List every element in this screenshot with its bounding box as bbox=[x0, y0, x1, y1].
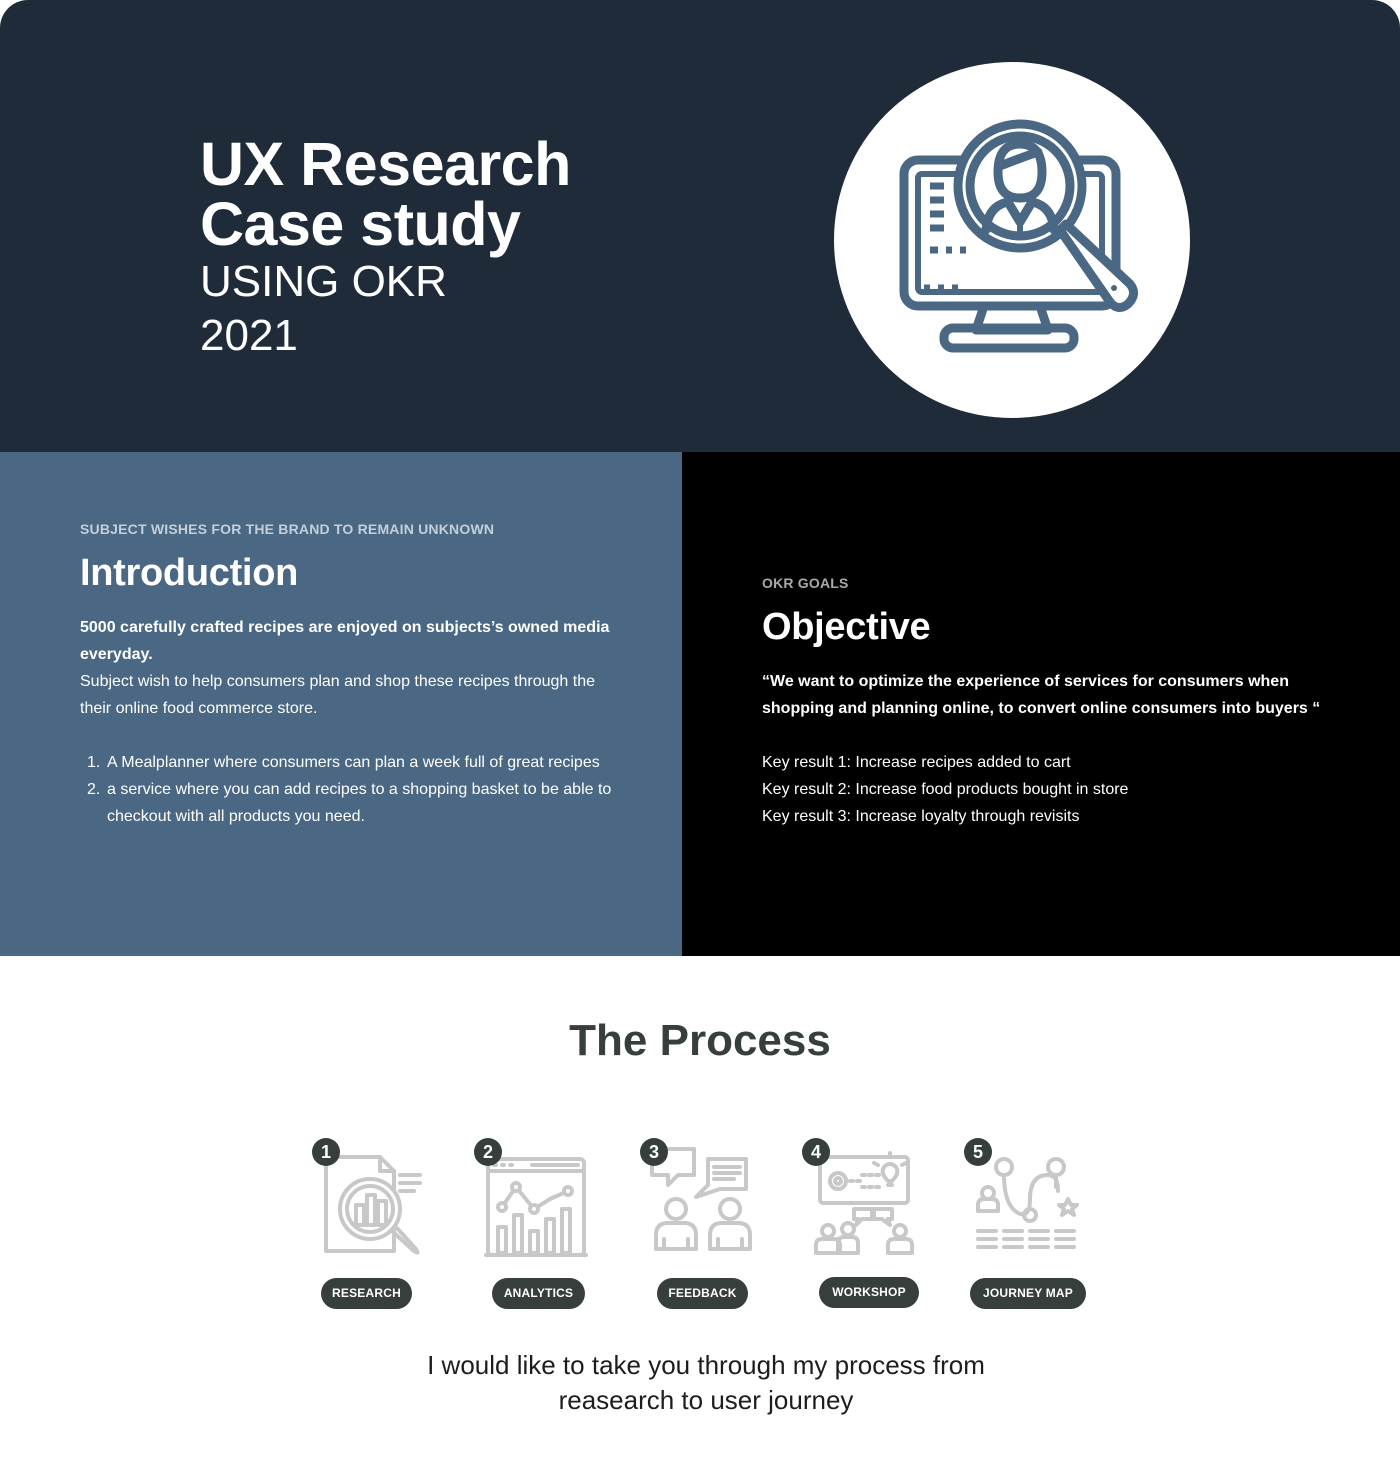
introduction-panel bbox=[0, 452, 682, 956]
step-label-research: RESEARCH bbox=[321, 1278, 412, 1309]
hero-subtitle: USING OKR bbox=[200, 257, 447, 306]
list-item bbox=[80, 776, 620, 830]
hero-year: 2021 bbox=[200, 311, 298, 360]
hero-title-line-2: Case study bbox=[200, 190, 521, 258]
list-item-text: A Mealplanner where consumers can plan a week full of great recipes bbox=[107, 754, 600, 771]
process-step-analytics bbox=[472, 1135, 612, 1315]
closing-line-1: I would like to take you through my process from bbox=[427, 1350, 985, 1380]
hero-banner bbox=[0, 0, 1400, 452]
list-item bbox=[80, 749, 620, 776]
key-result-3: Key result 3: Increase loyalty through revisits bbox=[762, 808, 1080, 825]
process-closing-text bbox=[0, 1348, 1400, 1418]
process-title: The Process bbox=[569, 1016, 831, 1065]
step-number-badge: 3 bbox=[640, 1138, 668, 1166]
step-label-journey-map: JOURNEY MAP bbox=[970, 1278, 1086, 1309]
objective-quote: “We want to optimize the experience of services for consumers when shopping and planning online, to convert online consumers into buyers “ bbox=[762, 673, 1321, 717]
hero-text bbox=[200, 130, 571, 362]
objective-eyebrow: OKR GOALS bbox=[762, 575, 849, 591]
intro-body bbox=[80, 614, 620, 830]
step-number-badge: 1 bbox=[312, 1138, 340, 1166]
step-label-analytics: ANALYTICS bbox=[492, 1278, 585, 1309]
hero-title-line-1: UX Research bbox=[200, 130, 571, 198]
intro-title: Introduction bbox=[80, 552, 299, 594]
intro-lead: Subject wish to help consumers plan and shop these recipes through the their online food commerce store. bbox=[80, 673, 595, 717]
objective-title: Objective bbox=[762, 606, 931, 648]
list-item-text: a service where you can add recipes to a shopping basket to be able to checkout with all products you need. bbox=[107, 781, 612, 825]
process-step-feedback bbox=[640, 1135, 780, 1315]
list-item-number: 1. bbox=[87, 754, 101, 771]
closing-line-2: reasearch to user journey bbox=[558, 1385, 854, 1415]
intro-list bbox=[80, 749, 620, 830]
objective-panel bbox=[682, 452, 1400, 956]
monitor-magnifier-user-icon bbox=[834, 62, 1190, 418]
intro-eyebrow: SUBJECT WISHES FOR THE BRAND TO REMAIN UNKNOWN bbox=[80, 521, 495, 537]
list-item-number: 2. bbox=[87, 781, 101, 798]
step-label-feedback: FEEDBACK bbox=[657, 1278, 748, 1309]
process-step-workshop bbox=[802, 1135, 942, 1315]
step-number-badge: 5 bbox=[964, 1138, 992, 1166]
step-label-workshop: WORKSHOP bbox=[819, 1277, 919, 1308]
hero-illustration bbox=[834, 62, 1190, 418]
key-result-2: Key result 2: Increase food products bought in store bbox=[762, 781, 1129, 798]
process-step-journey-map bbox=[964, 1135, 1104, 1315]
process-step-research bbox=[310, 1135, 450, 1315]
step-number-badge: 2 bbox=[474, 1138, 502, 1166]
step-number-badge: 4 bbox=[802, 1138, 830, 1166]
intro-lead-bold: 5000 carefully crafted recipes are enjoyed on subjects’s owned media everyday. bbox=[80, 619, 610, 663]
key-result-1: Key result 1: Increase recipes added to cart bbox=[762, 754, 1071, 771]
objective-body bbox=[762, 668, 1332, 830]
key-results-list bbox=[762, 749, 1332, 830]
